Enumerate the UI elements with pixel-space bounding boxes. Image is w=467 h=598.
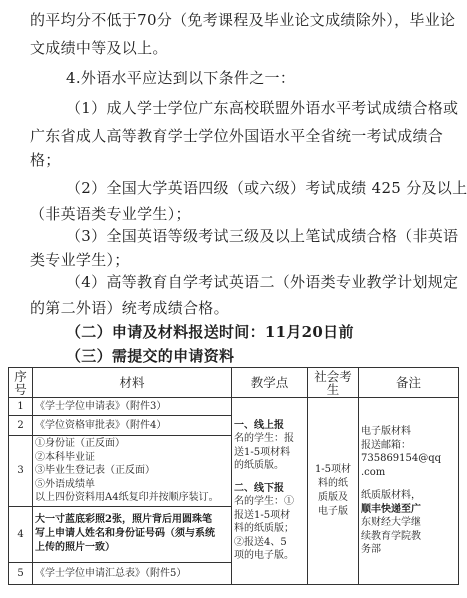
teaching-point-cell: 一、线上报 名的学生：报 送1-5项材料 的纸质版。 二、线下报 名的学生：① 报送1-5项材 料的纸质版； ②报送4、5 项的电子版。: [232, 398, 308, 585]
body-line: （3）全国英语等级考试三级及以上笔试成绩合格（非英语: [66, 227, 459, 245]
body-line: 格；: [30, 151, 61, 169]
community-student-cell: 1-5项材 料的纸 质版及 电子版: [308, 398, 359, 585]
body-line: 广东省成人高等教育学士学位外国语水平全省统一考试成绩合: [30, 127, 444, 145]
body-line: 4.外语水平应达到以下条件之一：: [66, 69, 296, 87]
body-line: （1）成人学士学位广东高校联盟外语水平考试成绩合格或: [66, 99, 459, 117]
table-row: [9, 398, 459, 416]
header-material: 材料: [33, 368, 232, 398]
body-line: 文成绩中等及以上。: [30, 39, 168, 57]
section-heading: （三）需提交的申请资料: [66, 347, 235, 365]
body-line: （4）高等教育自学考试英语二（外语类专业教学计划规定: [66, 273, 459, 291]
row-no: 2: [9, 416, 33, 436]
row-material: 《学位资格审批表》（附件4）: [33, 416, 232, 436]
row-no: 1: [9, 398, 33, 416]
body-line: 的平均分不低于70分（免考课程及毕业论文成绩除外），毕业论: [30, 11, 456, 29]
body-line: （非英语类专业学生）；: [30, 205, 191, 223]
note-cell: 电子版材料 报送邮箱： 735869154@qq .com 纸质版材料， 顺丰快递至广 东财经大学继 续教育学院教 务部: [359, 398, 459, 585]
section-heading: （二）申请及材料报送时间：11月20日前: [66, 323, 354, 341]
body-line: （2）全国大学英语四级（或六级）考试成绩 425 分及以上: [66, 179, 467, 197]
header-point: 教学点: [232, 368, 308, 398]
body-line: 类专业学生）；: [30, 251, 130, 269]
row-no: 5: [9, 562, 33, 584]
body-line: 的第二外语）统考成绩合格。: [30, 299, 229, 317]
row-no: 4: [9, 506, 33, 562]
row-material: ①身份证（正反面） ②本科毕业证 ③毕业生登记表（正反面） ⑤外语成绩单 以上四份资料用A4纸复印并按顺序装订。: [33, 436, 232, 507]
row-material: 《学士学位申请汇总表》（附件5）: [33, 562, 232, 584]
header-community: 社会考生: [308, 368, 359, 398]
row-material: 大一寸蓝底彩照2张，照片背后用圆珠笔 写上申请人姓名和身份证号码（须与系统 上传的照片一致）: [33, 506, 232, 562]
header-note: 备注: [359, 368, 459, 398]
table-header-row: [9, 368, 459, 398]
materials-table: [8, 367, 459, 585]
row-no: 3: [9, 436, 33, 507]
header-no: 序号: [9, 368, 33, 398]
row-material: 《学士学位申请表》（附件3）: [33, 398, 232, 416]
